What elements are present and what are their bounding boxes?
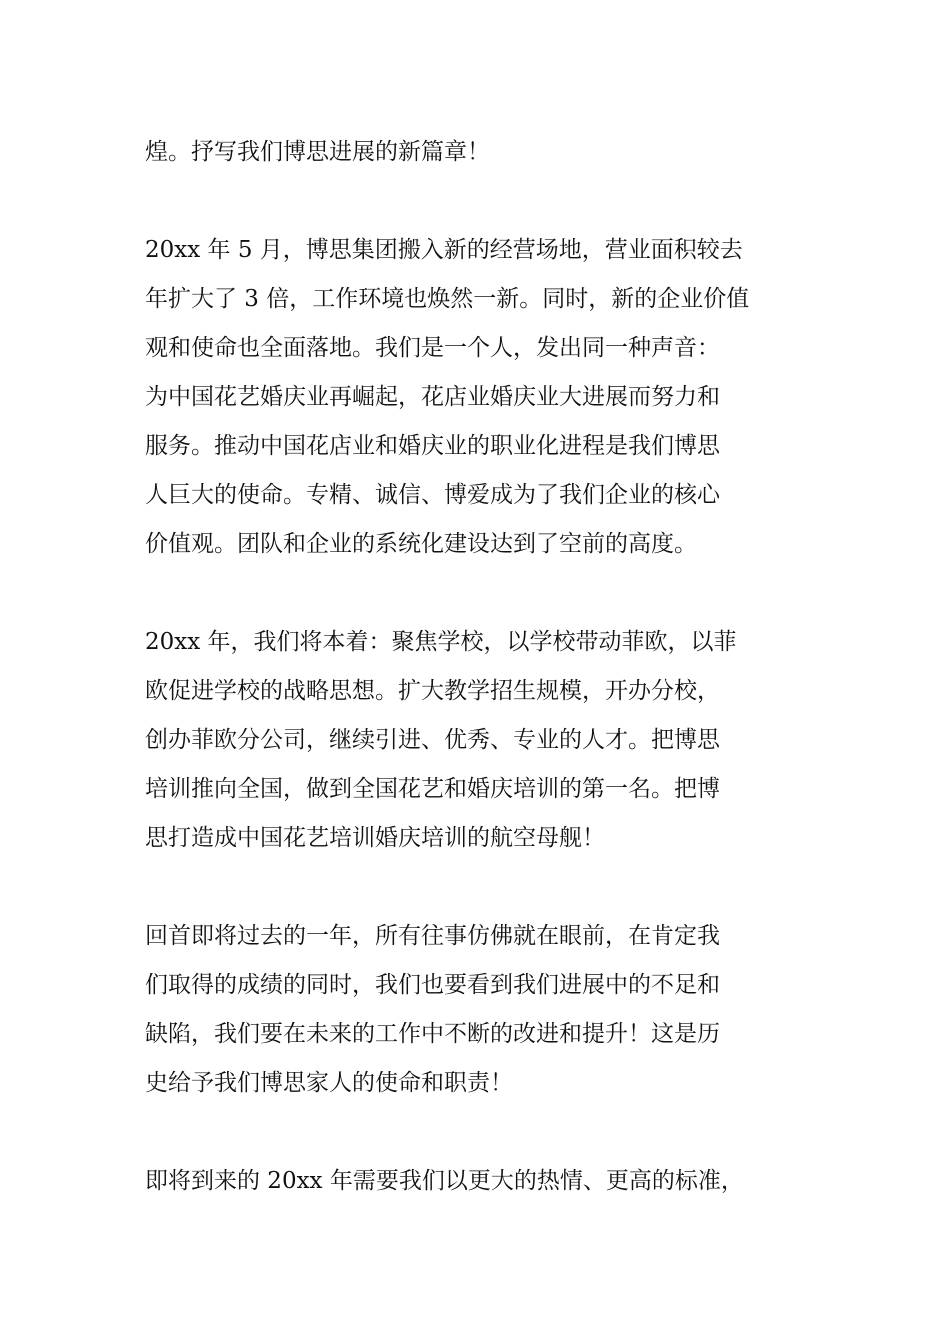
text-line: 欧促进学校的战略思想。扩大教学招生规模，开办分校，	[145, 678, 720, 704]
text-line: 们取得的成绩的同时，我们也要看到我们进展中的不足和	[145, 972, 720, 998]
paragraph-spacer	[145, 569, 805, 618]
paragraph-2	[145, 226, 805, 569]
text-line: 年扩大了 3 倍，工作环境也焕然一新。同时，新的企业价值	[145, 286, 750, 312]
text-line: 20xx 年，我们将本着：聚焦学校，以学校带动菲欧，以菲	[145, 629, 737, 655]
text-line: 缺陷，我们要在未来的工作中不断的改进和提升！这是历	[145, 1021, 720, 1047]
paragraph-4	[145, 912, 805, 1108]
paragraph-spacer	[145, 177, 805, 226]
text-line: 人巨大的使命。专精、诚信、博爱成为了我们企业的核心	[145, 482, 720, 508]
paragraph-3	[145, 618, 805, 863]
paragraph-1	[145, 128, 805, 177]
text-line: 煌。抒写我们博思进展的新篇章！	[145, 139, 490, 165]
text-line: 价值观。团队和企业的系统化建设达到了空前的高度。	[145, 531, 697, 557]
document-body	[145, 128, 805, 1206]
paragraph-5	[145, 1157, 805, 1206]
text-line: 回首即将过去的一年，所有往事仿佛就在眼前，在肯定我	[145, 923, 720, 949]
text-line: 创办菲欧分公司，继续引进、优秀、专业的人才。把博思	[145, 727, 720, 753]
text-line: 培训推向全国，做到全国花艺和婚庆培训的第一名。把博	[145, 776, 720, 802]
text-line: 观和使命也全面落地。我们是一个人，发出同一种声音：	[145, 335, 720, 361]
text-line: 为中国花艺婚庆业再崛起，花店业婚庆业大进展而努力和	[145, 384, 720, 410]
text-line: 20xx 年 5 月，博思集团搬入新的经营场地，营业面积较去	[145, 237, 743, 263]
text-line: 即将到来的 20xx 年需要我们以更大的热情、更高的标准，	[145, 1168, 744, 1194]
paragraph-spacer	[145, 1108, 805, 1157]
text-line: 服务。推动中国花店业和婚庆业的职业化进程是我们博思	[145, 433, 720, 459]
text-line: 史给予我们博思家人的使命和职责！	[145, 1070, 513, 1096]
text-line: 思打造成中国花艺培训婚庆培训的航空母舰！	[145, 825, 605, 851]
paragraph-spacer	[145, 863, 805, 912]
